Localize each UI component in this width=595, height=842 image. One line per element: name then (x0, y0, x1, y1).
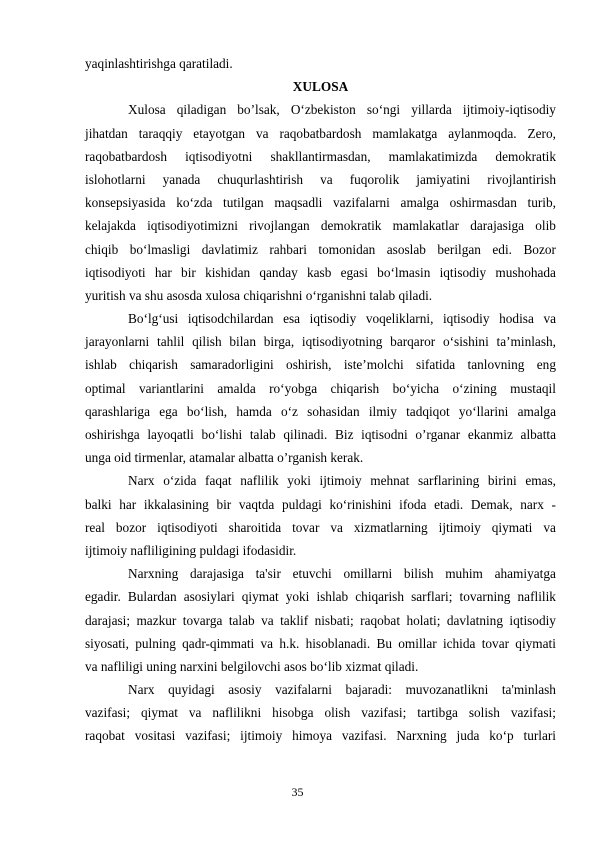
text-line: oshirishga layoqatli bo‘lishi talab qilinadi. Biz iqtisodni o’rganar ekanmiz albatta (85, 427, 556, 442)
text-line: real bozor iqtisodiyoti sharoitida tovar va xizmatlarning ijtimoiy qiymati va (85, 519, 556, 535)
paragraph (85, 469, 556, 562)
text-line: Bo‘lg‘usi iqtisodchilardan esa iqtisodiy voqeliklarni, iqtisodiy hodisa va (128, 311, 556, 327)
paragraph (85, 678, 556, 748)
text-line: Narx quyidagi asosiy vazifalarni bajaradi: muvozanatlikni ta'minlash (128, 682, 556, 698)
text-line: jarayonlarni tahlil qilish bilan birga, iqtisodiyotning barqaror o‘sishini ta’minlash, (85, 334, 556, 350)
text-line: raqobatbardosh iqtisodiyotni shakllantirmasdan, mamlakatimizda demokratik (85, 148, 556, 164)
text-line: optimal variantlarini amalda ro‘yobga chiqarish bo‘yicha o‘zining mustaqil (85, 380, 556, 396)
text-line: Narx o‘zida faqat naflilik yoki ijtimoiy mehnat sarflarining birini emas, (128, 473, 556, 489)
intro-text: yaqinlashtirishga qaratiladi. (85, 56, 233, 71)
text-line: kelajakda iqtisodiyotimizni rivojlangan demokratik mamlakatlar darajasiga olib (85, 218, 556, 234)
text-line: va nafliligi uning narxini belgilovchi asos bo‘lib xizmat qiladi. (85, 658, 419, 674)
document-page (85, 52, 556, 748)
text-line: konsepsiyasida ko‘zda tutilgan maqsadli vazifalarni amalga oshirmasdan turib, (85, 195, 556, 211)
text-line: jihatdan taraqqiy etayotgan va raqobatbardosh mamlakatga aylanmoqda. Zero, (85, 125, 556, 141)
text-line: siyosati, pulning qadr-qimmati va h.k. hisoblanadi. Bu omillar ichida tovar qiymati (85, 635, 556, 651)
text-line: unga oid tirmenlar, atamalar albatta o’rganish kerak. (85, 450, 364, 466)
text-line: yuritish va shu asosda xulosa chiqarishni o‘rganishni talab qiladi. (85, 287, 433, 303)
paragraph (85, 98, 556, 307)
text-line: balki har ikkalasining bir vaqtda puldagi ko‘rinishini ifoda etadi. Demak, narx - (85, 496, 556, 512)
text-line: ijtimoiy nafliligining puldagi ifodasidir. (85, 542, 297, 558)
text-line: chiqib bo‘lmasligi davlatimiz rahbari tomonidan asoslab berilgan edi. Bozor (85, 241, 556, 257)
text-line: qarashlariga ega bo‘lish, hamda o‘z sohasidan ilmiy tadqiqot yo‘llarini amalga (85, 403, 556, 419)
text-line: Xulosa qiladigan bo’lsak, O‘zbekiston so‘ngi yillarda ijtimoiy-iqtisodiy (128, 102, 556, 118)
text-line: ishlab chiqarish samaradorligini oshirish, iste’molchi sifatida tanlovning eng (85, 357, 556, 373)
text-line: raqobat vositasi vazifasi; ijtimoiy himoya vazifasi. Narxning juda ko‘p turlari (85, 728, 556, 744)
text-line: vazifasi; qiymat va naflilikni hisobga olish vazifasi; tartibga solish vazifasi; (85, 705, 556, 721)
text-line: Narxning darajasiga ta'sir etuvchi omillarni bilish muhim ahamiyatga (128, 566, 556, 582)
text-line: iqtisodiyoti har bir kishidan qanday kasb egasi bo‘lmasin iqtisodiy mushohada (85, 264, 556, 280)
paragraph (85, 562, 556, 678)
paragraph (85, 307, 556, 469)
text-line: islohotlarni yanada chuqurlashtirish va fuqorolik jamiyatini rivojlantirish (85, 171, 556, 187)
body-text (85, 98, 556, 747)
page-number: 35 (291, 785, 304, 799)
intro-line (85, 52, 556, 75)
section-heading: XULOSA (292, 79, 349, 95)
text-line: egadir. Bulardan asosiylari qiymat yoki ishlab chiqarish sarflari; tovarning naflilik (85, 589, 556, 605)
text-line: darajasi; mazkur tovarga talab va taklif nisbati; raqobat holati; davlatning iqtisodiy (85, 612, 556, 628)
